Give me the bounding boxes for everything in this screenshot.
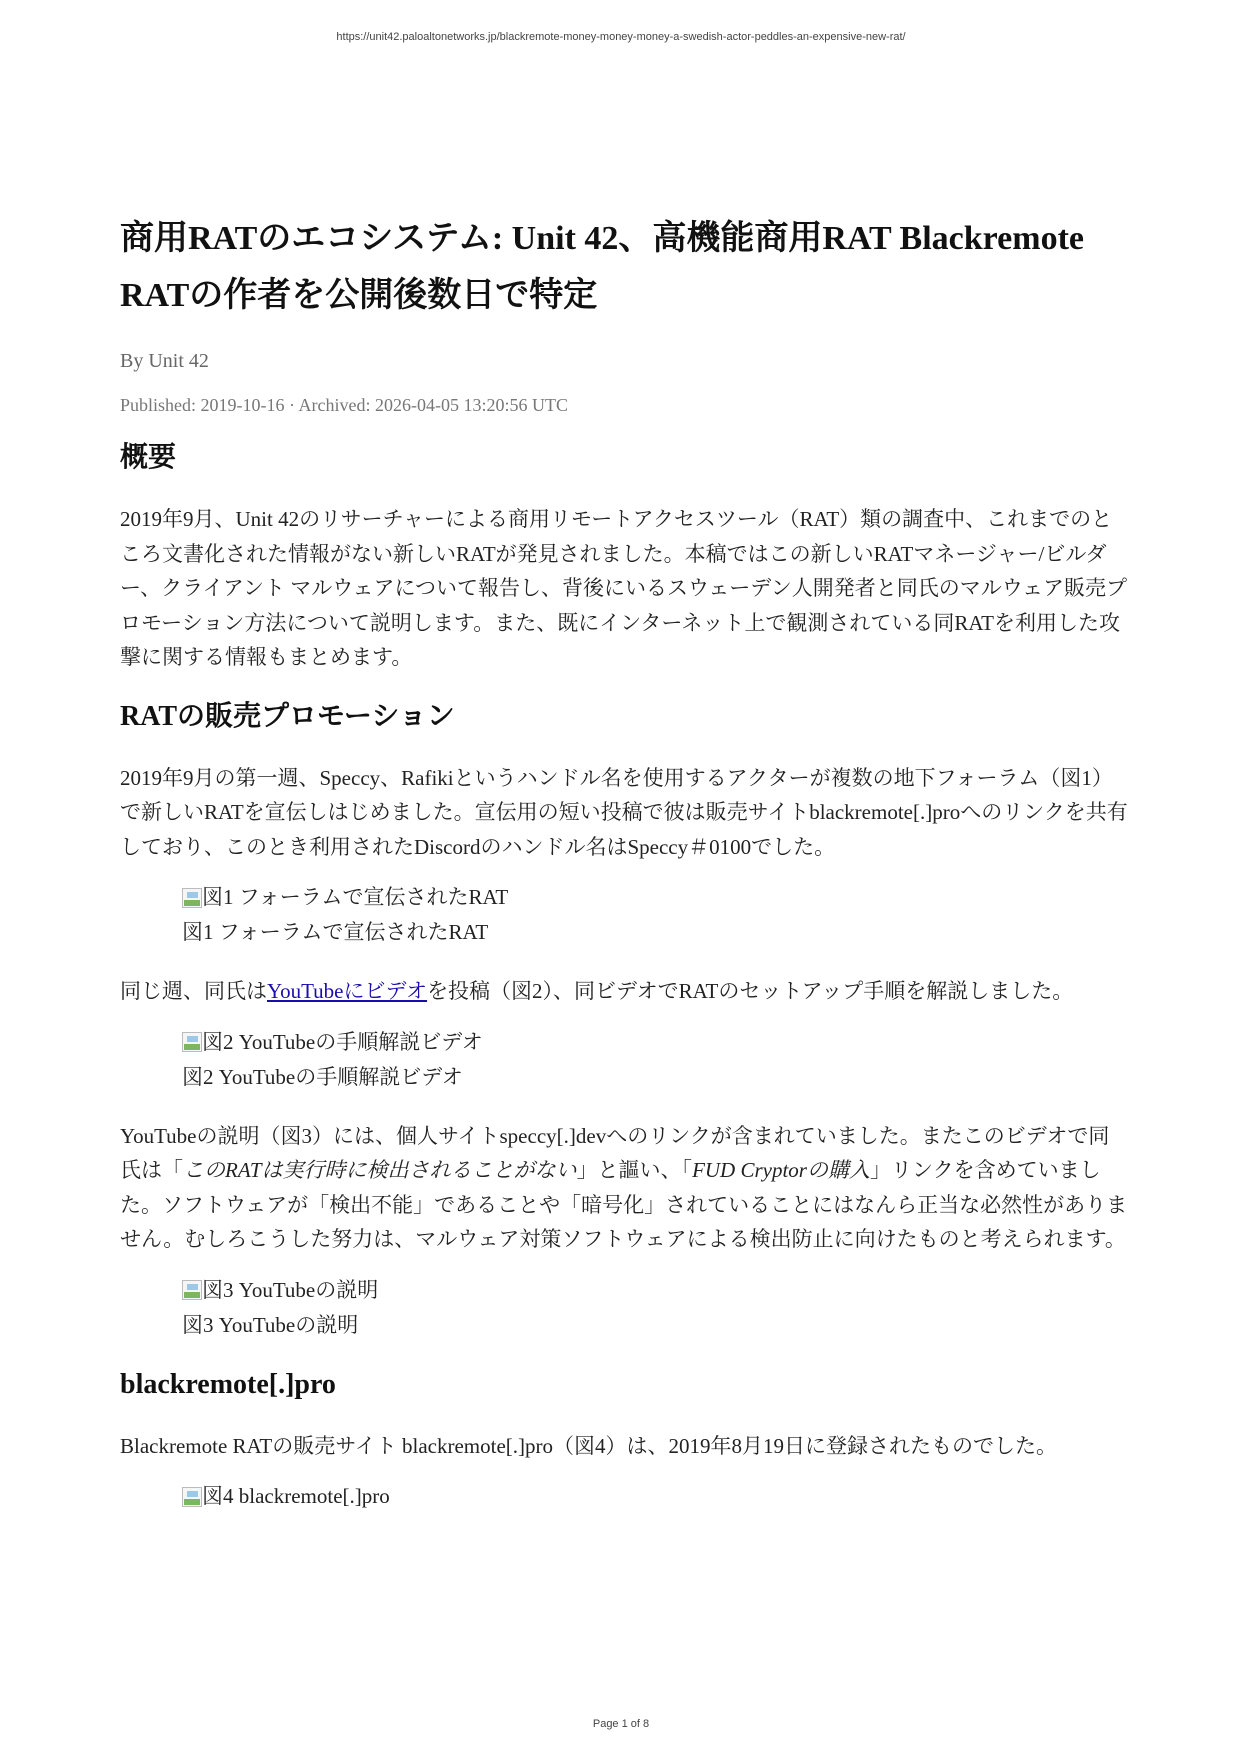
overview-paragraph: 2019年9月、Unit 42のリサーチャーによる商用リモートアクセスツール（RAT）類の調査中、これまでのところ文書化された情報がない新しいRATが発見されました。本稿ではこの新しいRATマネージャー/ビルダー、クライアント マルウェアについて報告し、背後にいるスウェーデン人開発者と同氏のマルウェア販売プロモーション方法について説明します。また、既にインターネット上で観測されている同RATを利用した攻撃に関する情報もまとめます。	[120, 507, 1127, 669]
section-heading-blackremote: blackremote[.]pro	[120, 1368, 336, 1400]
title-line-2: RATの作者を公開後数日で特定	[120, 277, 598, 314]
youtube-video-link[interactable]: YouTubeにビデオ	[267, 979, 428, 1003]
page-number: Page 1 of 8	[592, 1718, 650, 1730]
broken-image-icon	[182, 1280, 202, 1300]
blackremote-paragraph: Blackremote RATの販売サイト blackremote[.]pro（図4）は、2019年8月19日に登録されたものでした。	[120, 1433, 1057, 1458]
byline: By Unit 42	[120, 350, 209, 372]
figure-2-alt: 図2 YouTubeの手順解説ビデオ	[202, 1029, 483, 1054]
article-title	[120, 210, 1130, 324]
figure-2	[182, 1025, 1130, 1095]
figure-4-image	[182, 1479, 1130, 1514]
figure-3-caption: 図3 YouTubeの説明	[182, 1312, 359, 1337]
figure-4	[182, 1479, 1130, 1514]
broken-image-icon	[182, 1032, 202, 1052]
figure-1	[182, 880, 1130, 950]
figure-2-caption: 図2 YouTubeの手順解説ビデオ	[182, 1064, 463, 1089]
page-url: https://unit42.paloaltonetworks.jp/blackremote-money-money-money-a-swedish-actor-peddles-an-expensive-new-rat/	[336, 31, 906, 43]
promotion-paragraph-1: 2019年9月の第一週、Speccy、Rafikiというハンドル名を使用するアクターが複数の地下フォーラム（図1）で新しいRATを宣伝しはじめました。宣伝用の短い投稿で彼は販売サイトblackremote[.]proへのリンクを共有しており、このとき利用されたDiscordのハンドル名はSpeccy＃0100でした。	[120, 765, 1128, 859]
promotion-paragraph-3	[120, 1119, 1130, 1257]
figure-1-alt: 図1 フォーラムで宣伝されたRAT	[202, 885, 509, 909]
figure-1-caption: 図1 フォーラムで宣伝されたRAT	[182, 920, 489, 944]
broken-image-icon	[182, 1487, 202, 1507]
figure-2-image	[182, 1025, 1130, 1060]
figure-4-alt: 図4 blackremote[.]pro	[202, 1484, 390, 1508]
paragraph-2-text-after: を投稿（図2）、同ビデオでRATのセットアップ手順を解説しました。	[427, 979, 1074, 1003]
title-line-1: 商用RATのエコシステム: Unit 42、高機能商用RAT Blackremote	[120, 220, 1084, 257]
paragraph-3-text-a: YouTubeの説明（図3）には、個人サイトspeccy[.]devへのリンクが含まれていました。またこのビデオで同氏は「	[120, 1123, 1110, 1182]
figure-3-image	[182, 1273, 1130, 1308]
paragraph-3-emphasis-1: このRATは実行時に検出されることがない	[183, 1158, 577, 1182]
publish-meta: Published: 2019-10-16 · Archived: 2026-04-05 13:20:56 UTC	[120, 395, 568, 415]
figure-3	[182, 1273, 1130, 1343]
promotion-paragraph-2	[120, 974, 1130, 1009]
section-heading-overview: 概要	[120, 442, 177, 473]
broken-image-icon	[182, 888, 202, 908]
figure-1-image	[182, 880, 1130, 915]
article	[120, 210, 1130, 1514]
paragraph-2-text-before: 同じ週、同氏は	[120, 979, 267, 1003]
paragraph-3-text-c: 」リンクを含めていました。ソフトウェアが「検出不能」であることや「暗号化」されていることにはなんら正当な必然性がありません。むしろこうした努力は、マルウェア対策ソフトウェアによる検出防止に向けたものと考えられます。	[120, 1158, 1128, 1251]
figure-3-alt: 図3 YouTubeの説明	[202, 1277, 379, 1302]
paragraph-3-text-b: 」と謳い、「	[576, 1158, 693, 1182]
paragraph-3-emphasis-2: FUD Cryptorの購入	[692, 1158, 870, 1182]
section-heading-promotion: RATの販売プロモーション	[120, 700, 455, 732]
